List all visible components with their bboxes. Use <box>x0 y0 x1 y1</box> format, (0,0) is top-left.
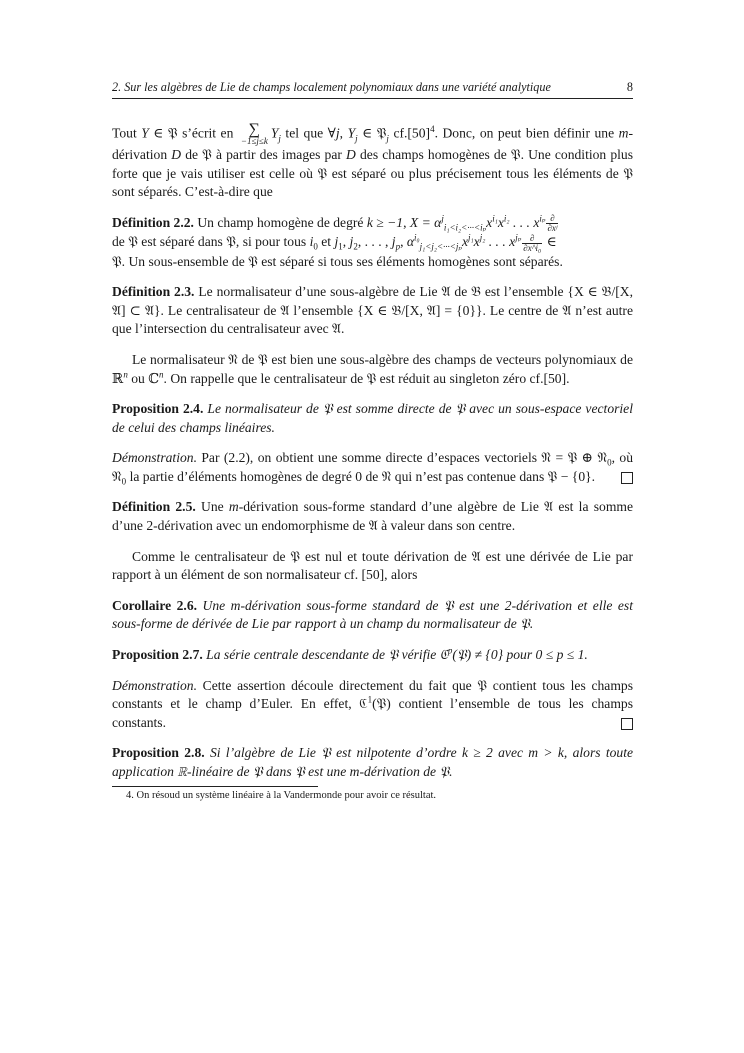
math-x: x <box>497 214 504 230</box>
superscript: iₚ <box>539 213 546 224</box>
partial-fraction <box>546 214 558 233</box>
superscript: p <box>447 645 453 656</box>
intro-paragraph <box>112 123 633 202</box>
running-header <box>112 80 633 99</box>
subscript: 0 <box>121 476 127 487</box>
demonstration-1 <box>112 449 633 486</box>
proposition-2-8 <box>112 744 633 781</box>
definition-2-5 <box>112 498 633 535</box>
page-body <box>112 123 633 803</box>
proposition-2-4 <box>112 400 633 437</box>
text-run: , <box>403 214 410 230</box>
text-run: (𝔓) contient l’ensemble de tous les champs constants. <box>112 696 633 730</box>
corollaire-2-6 <box>112 597 633 634</box>
text-run: -dérivation sous-forme standard d’une algèbre de Lie 𝔄 est la somme d’une 2-dérivation avec un endomorphisme de 𝔄 à valeur dans son centre. <box>112 499 633 534</box>
text-run: ou ℂ <box>127 370 160 386</box>
proposition-label: Proposition 2.4. <box>112 401 204 417</box>
demonstration-label: Démonstration. <box>112 677 197 693</box>
definition-label: Définition 2.3. <box>112 284 195 300</box>
math-j: j <box>335 125 340 141</box>
text-run: des champs homogènes de 𝔓. Une condition plus forte que je vais utiliser est celle où 𝔓 est séparé ou plus précisement tous les éléments de 𝔓 sont séparés. C’est-à-dire que <box>112 147 634 200</box>
superscript: n <box>159 368 164 379</box>
qed-square-icon <box>621 472 633 484</box>
superscript: j <box>441 213 444 224</box>
normalisateur-paragraph <box>112 351 633 388</box>
text-run: , <box>342 234 350 250</box>
subscript: j <box>355 133 358 144</box>
fraction-numerator: ∂ <box>546 214 558 224</box>
fraction-denominator: ∂xʲ <box>547 223 558 234</box>
text-run: et <box>317 234 335 250</box>
subscript: i₁<i₂<···<iₚ <box>443 222 487 233</box>
subscript: 2 <box>353 241 358 252</box>
subscript: j <box>278 133 281 144</box>
proposition-label: Proposition 2.8. <box>112 745 205 761</box>
math-x: X = α <box>409 214 442 230</box>
text-run: Un champ homogène de degré <box>193 214 367 230</box>
text-run: . Donc, on peut bien définir une <box>434 125 619 141</box>
superscript: i₀ <box>414 232 420 243</box>
subscript: 1 <box>338 241 343 252</box>
math-alpha: α <box>406 234 415 250</box>
superscript: n <box>123 368 128 379</box>
definition-2-2 <box>112 214 633 271</box>
text-run: 𝔓. Un sous-ensemble de 𝔓 est séparé si tous ses éléments homogènes sont séparés. <box>112 253 563 269</box>
citation: cf.[50] <box>388 125 431 141</box>
text-run: -dérivation <box>112 125 633 162</box>
math-i: i <box>309 234 314 250</box>
footnote-rule <box>112 786 318 787</box>
subscript: j <box>386 133 389 144</box>
math-yj: Y <box>347 125 356 141</box>
header-title: 2. Sur les algèbres de Lie de champs localement polynomiaux dans une variété analytique <box>112 80 551 94</box>
text-run: Une <box>195 499 229 515</box>
math-k: k ≥ −1 <box>366 214 404 230</box>
math-m: m <box>228 499 239 515</box>
page <box>112 80 633 803</box>
text-run: (𝔓) ≠ {0} pour 0 ≤ p ≤ 1. <box>452 647 588 663</box>
math-yj: Y <box>270 125 279 141</box>
footnote: 4. On résoud un système linéaire à la Vandermonde pour avoir ce résultat. <box>126 789 437 801</box>
math-j: j <box>334 234 339 250</box>
proposition-label: Proposition 2.7. <box>112 647 203 663</box>
text-run: la partie d’éléments homogènes de degré 0 de 𝔑 qui n’est pas contenue dans 𝔓 − {0}. <box>126 468 596 484</box>
page-number: 8 <box>626 80 633 94</box>
math-j: j <box>349 234 354 250</box>
fraction-numerator: ∂ <box>522 234 542 244</box>
sigma: ∑ <box>248 121 261 138</box>
math-x: x <box>461 234 469 250</box>
text-run: . On rappelle que le centralisateur de 𝔓 est réduit au singleton zéro cf.[50]. <box>163 370 570 386</box>
text-run: de 𝔓 est séparé dans 𝔓, si pour tous <box>112 234 310 250</box>
math-x: x <box>473 234 480 250</box>
definition-label: Définition 2.2. <box>112 214 194 230</box>
superscript: j₁ <box>468 232 474 243</box>
text-run: Cette assertion découle directement du fait que 𝔓 contient tous les champs constants et le champ d’Euler. En effet, ℭ <box>112 677 633 712</box>
qed-square-icon <box>621 718 633 730</box>
text-run: Par (2.2), on obtient une somme directe d’espaces vectoriels 𝔑 = 𝔓 ⊕ 𝔑 <box>196 450 608 466</box>
subscript: 0 <box>607 458 612 468</box>
math-d: D <box>171 147 182 162</box>
superscript: 1 <box>367 694 373 705</box>
text-run: de 𝔓 à partir des images par <box>181 147 347 162</box>
math-m: m <box>618 125 629 141</box>
corollary-label: Corollaire 2.6. <box>112 597 198 613</box>
math-j: j <box>391 234 396 250</box>
subscript: j₁<j₂<···<jₚ <box>419 241 462 252</box>
math-d: D <box>346 147 356 162</box>
superscript: j₂ <box>479 232 486 243</box>
text-run: La série centrale descendante de 𝔓 vérifie ℭ <box>202 647 448 663</box>
superscript: i₁ <box>492 213 498 224</box>
sum-symbol <box>241 123 268 146</box>
subscript: p <box>395 241 401 252</box>
math-in: ∈ <box>543 234 557 250</box>
demonstration-label: Démonstration. <box>112 450 197 466</box>
text-run: tel que ∀ <box>280 125 336 141</box>
superscript: jₚ <box>515 232 522 243</box>
text-run: s’écrit en <box>177 125 238 141</box>
proposition-text: Si l’algèbre de Lie 𝔓 est nilpotente d’ordre k ≥ 2 avec m > k, alors toute application ℝ-linéaire de 𝔓 dans 𝔓 est une m-dérivation de 𝔓. <box>112 745 633 779</box>
math-dots: . . . x <box>509 214 540 230</box>
footnote-marker: 4 <box>430 124 435 135</box>
math-x: x <box>486 214 493 230</box>
partial-fraction <box>522 234 542 253</box>
math-in-pj: ∈ 𝔓 <box>357 125 387 141</box>
definition-2-3 <box>112 283 633 339</box>
math-dots: . . . x <box>485 234 516 250</box>
text-run: , <box>400 234 407 250</box>
text-run: Tout <box>112 125 142 141</box>
sum-limits: −1≤j≤k <box>240 136 268 146</box>
subscript: 0 <box>313 241 318 252</box>
comme-paragraph <box>112 548 633 585</box>
paragraph-text: Comme le centralisateur de 𝔓 est nul et toute dérivation de 𝔄 est une dérivée de Lie par rapport à un élément de son normalisateur cf. [50], alors <box>112 548 633 583</box>
definition-text: Le normalisateur d’une sous-algèbre de Lie 𝔄 de 𝔅 est l’ensemble {X ∈ 𝔅/[X, 𝔄] ⊂ 𝔄}. Le centralisateur de 𝔄 l’ensemble {X ∈ 𝔅/[X, 𝔄] = {0}}. Le centre de 𝔄 n’est autre que l’intersection du centralisateur avec 𝔄. <box>112 284 633 337</box>
superscript: i₂ <box>503 213 510 224</box>
corollary-text: Une m-dérivation sous-forme standard de 𝔓 est une 2-dérivation et elle est sous-forme de dérivée de Lie par rapport à un champ du normalisateur de 𝔓. <box>112 597 633 632</box>
fraction-denominator: ∂x^i₀ <box>523 242 542 253</box>
math-in-p: ∈ 𝔓 <box>148 125 178 141</box>
text-run: Le normalisateur 𝔑 de 𝔓 est bien une sous-algèbre des champs de vecteurs polynomiaux de ℝ <box>112 351 633 386</box>
text-run: , où 𝔑 <box>112 450 634 484</box>
math-y: Y <box>141 125 149 141</box>
proposition-text: Le normalisateur de 𝔓 est somme directe de 𝔓 avec un sous-espace vectoriel de celui des champs linéaires. <box>112 401 633 435</box>
text-run: , <box>339 125 348 141</box>
text-run: , . . . , <box>357 234 392 250</box>
proposition-2-7 <box>112 646 633 665</box>
demonstration-2 <box>112 677 633 733</box>
definition-label: Définition 2.5. <box>112 499 196 515</box>
